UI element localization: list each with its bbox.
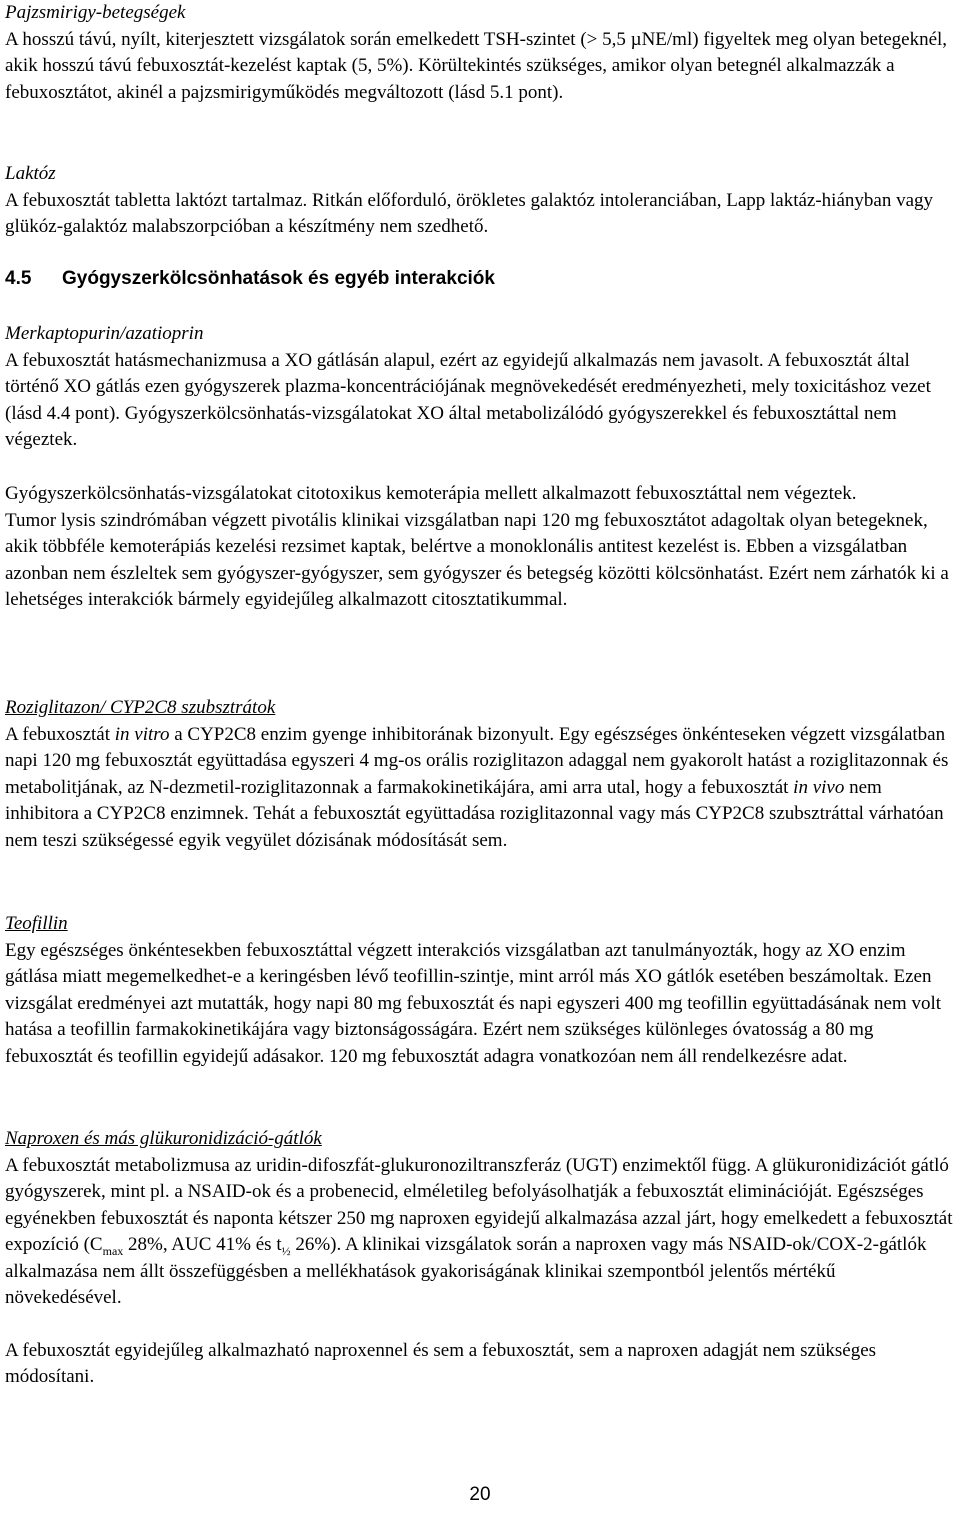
thyroid-text: A hosszú távú, nyílt, kiterjesztett vizsgálatok során emelkedett TSH-szintet (> 5,5 µNE/ml) figyeltek meg olyan betegeknél, akik hosszú távú febuxosztát-kezelést kaptak (5, 5%). Körültekintés szükséges, amikor olyan betegnél alkalmazzák a febuxosztátot, akinél a pajzsmirigyműködés megváltozott (lásd 5.1 pont). [5, 28, 948, 103]
thyroid-block [5, 0, 955, 106]
mercaptopurine-text: A febuxosztát hatásmechanizmusa a XO gátlásán alapul, ezért az egyidejű alkalmazás nem javasolt. A febuxosztát által történő XO gátlás ezen gyógyszerek plazma-koncentrációjának megnövekedését eredményezheti, mely toxicitáshoz vezet (lásd 4.4 pont). Gyógyszerkölcsönhatás-vizsgálatokat XO által metabolizálódó gyógyszerekkel és febuxosztáttal nem végeztek. [5, 349, 931, 450]
theophylline-text: Egy egészséges önkéntesekben febuxosztáttal végzett interakciós vizsgálatban azt tanulmányozták, hogy az XO enzim gátlása miatt megemelkedhet-e a keringésben lévő teofillin-szintje, mint arról más XO gátlók esetében beszámoltak. Ezen vizsgálat eredményei azt mutatták, hogy napi 80 mg febuxosztát és napi egyszeri 400 mg teofillin együttadásának nem volt hatása a teofillin farmakokinetikájára vagy biztonságosságára. Ezért nem szükséges különleges óvatosság a 80 mg febuxosztát és teofillin egyidejű adásakor. 120 mg febuxosztát adagra vonatkozóan nem áll rendelkezésre adat. [5, 939, 942, 1067]
rosiglitazone-block [5, 695, 955, 854]
mercaptopurine-heading: Merkaptopurin/azatioprin [5, 323, 204, 344]
cytotoxic-paragraph-1: Gyógyszerkölcsönhatás-vizsgálatokat citotoxikus kemoterápia mellett alkalmazott febuxosztáttal nem végeztek. [5, 483, 857, 504]
naproxen-paragraph-2: A febuxosztát egyidejűleg alkalmazható naproxennel és sem a febuxosztát, sem a naproxen adagját nem szükséges módosítani. [5, 1339, 877, 1387]
naproxen-heading: Naproxen és más glükuronidizáció-gátlók [5, 1128, 322, 1149]
section-title: Gyógyszerkölcsönhatások és egyéb interakciók [62, 268, 495, 289]
lactose-text: A febuxosztát tabletta laktózt tartalmaz. Ritkán előforduló, örökletes galaktóz intoleranciában, Lapp laktáz-hiányban vagy glükóz-galaktóz malabszorpcióban a készítmény nem szedhető. [5, 189, 934, 237]
theophylline-block [5, 911, 955, 1070]
cytotoxic-block [5, 481, 955, 614]
rosiglitazone-text: A febuxosztát in vitro a CYP2C8 enzim gyenge inhibitorának bizonyult. Egy egészséges önkénteseken végzett vizsgálatban napi 120 mg febuxosztát együttadása egyszeri 4 mg-os orális roziglitazon adaggal nem gyakorolt hatást a roziglitazonnak és metabolitjának, az N-dezmetil-roziglitazonnak a farmakokinetikájára, ami arra utal, hogy a febuxosztát in vivo nem inhibitora a CYP2C8 enzimnek. Tehát a febuxosztát együttadása roziglitazonnal vagy más CYP2C8 szubsztráttal várhatóan nem teszi szükségessé egyik vegyület dózisának módosítását sem. [5, 723, 949, 851]
mercaptopurine-block [5, 321, 955, 454]
section-number: 4.5 [5, 268, 32, 289]
naproxen-text: A febuxosztát metabolizmusa az uridin-difoszfát-glukuronoziltranszferáz (UGT) enzimektől függ. A glükuronidizációt gátló gyógyszerek, mint pl. a NSAID-ok és a probenecid, elméletileg befolyásolhatják a febuxosztát eliminációját. Egészséges egyénekben febuxosztát és naponta kétszer 250 mg naproxen egyidejű alkalmazása azzal járt, hogy emelkedett a febuxosztát expozíció ($C_{max}$ 28%, AUC 41% és $t_{\frac{1}{2}}$ 26%). A klinikai vizsgálatok során a naproxen vagy más NSAID-ok/COX-2-gátlók alkalmazása nem állt összefüggésben a mellékhatások gyakoriságának klinikai szempontból jelentős mértékű növekedésével. [5, 1154, 953, 1308]
rosiglitazone-heading: Roziglitazon/ CYP2C8 szubsztrátok [5, 697, 276, 718]
lactose-heading: Laktóz [5, 163, 56, 184]
page-number: 20 [469, 1484, 491, 1505]
section-heading [5, 266, 495, 292]
cytotoxic-paragraph-2: Tumor lysis szindrómában végzett pivotális klinikai vizsgálatban napi 120 mg febuxosztátot adagoltak olyan betegeknek, akik többféle kemoterápiás kezelési rezsimet kaptak, belértve a monoklonális antitest kezelést is. Ebben a vizsgálatban azonban nem észleltek sem gyógyszer-gyógyszer, sem gyógyszer és betegség közötti kölcsönhatást. Ezért nem zárhatók ki a lehetséges interakciók bármely egyidejűleg alkalmazott citosztatikummal. [5, 509, 949, 610]
theophylline-heading: Teofillin [5, 913, 68, 934]
naproxen-block [5, 1126, 955, 1391]
lactose-block [5, 161, 955, 241]
thyroid-heading: Pajzsmirigy-betegségek [5, 2, 186, 23]
